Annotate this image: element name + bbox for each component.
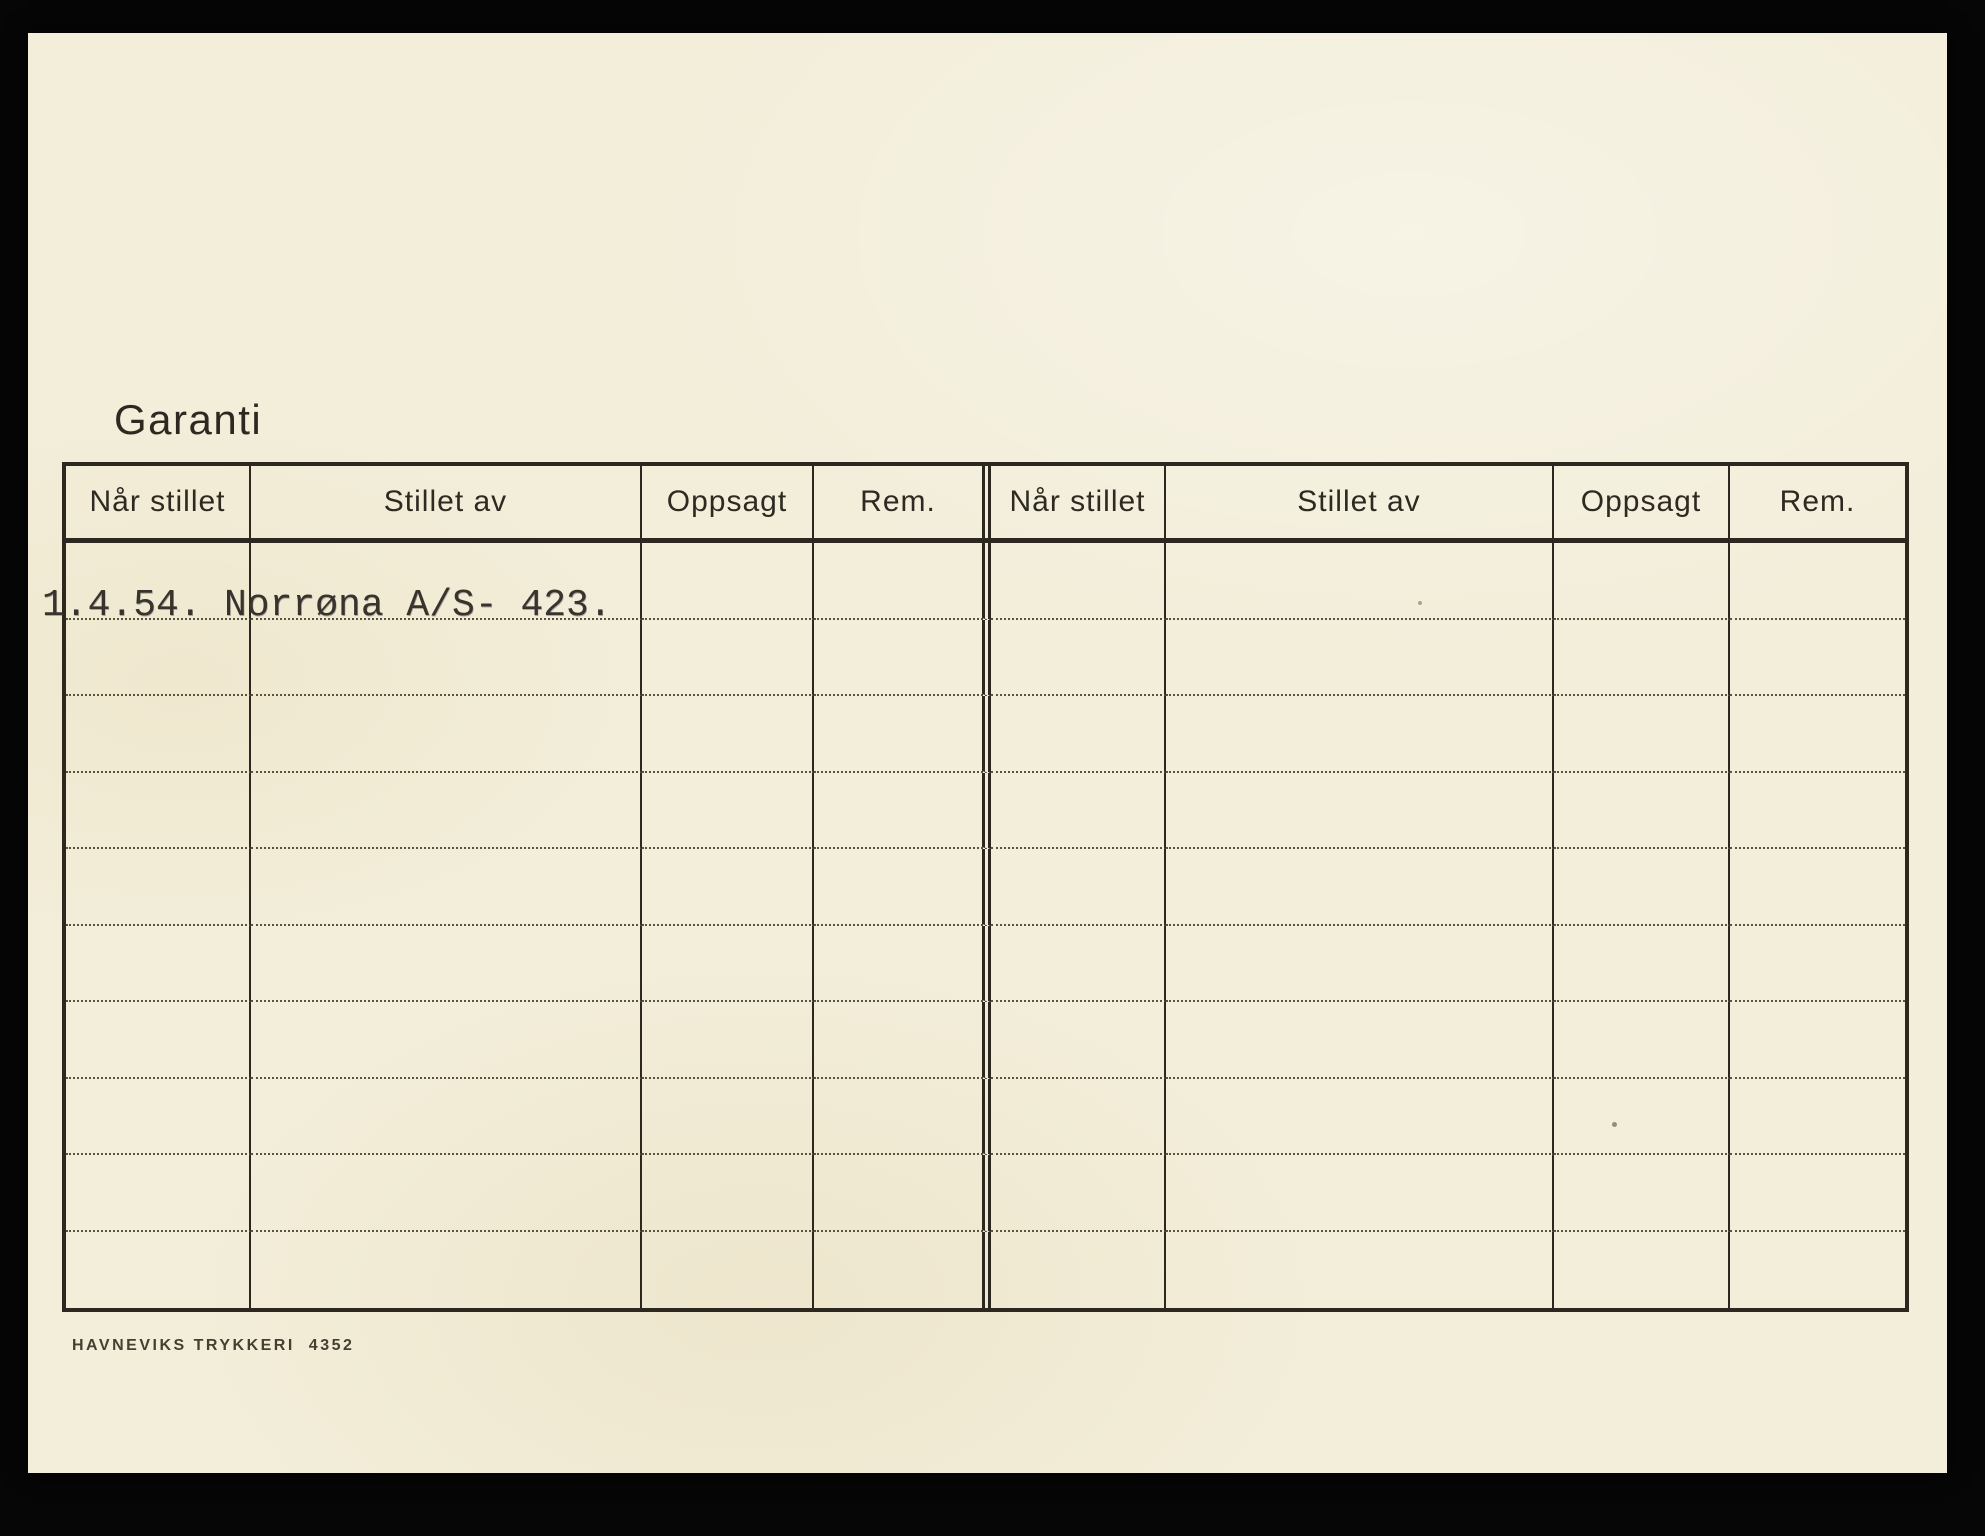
table-body — [66, 543, 1905, 1308]
table-row — [66, 1079, 1905, 1156]
table-cell — [814, 543, 991, 620]
table-cell — [66, 620, 251, 697]
table-cell — [642, 620, 814, 697]
table-cell — [251, 773, 642, 850]
table-cell — [642, 849, 814, 926]
table-cell — [251, 543, 642, 620]
table-cell — [66, 1232, 251, 1309]
table-cell — [66, 849, 251, 926]
table-cell — [814, 773, 991, 850]
table-cell — [1166, 1232, 1554, 1309]
table-cell — [251, 1079, 642, 1156]
table-cell — [251, 620, 642, 697]
table-cell — [251, 926, 642, 1003]
table-cell — [251, 1155, 642, 1232]
table-row — [66, 926, 1905, 1003]
table-cell — [642, 1079, 814, 1156]
table-cell — [66, 696, 251, 773]
table-cell — [814, 1002, 991, 1079]
table-cell — [814, 1155, 991, 1232]
column-header-stillet-av-left: Stillet av — [251, 466, 642, 538]
table-cell — [991, 1155, 1166, 1232]
table-cell — [1554, 1079, 1730, 1156]
entry-stillet-av: Norrøna A/S- 423. — [224, 584, 612, 627]
table-cell — [991, 926, 1166, 1003]
paper-speck — [1418, 601, 1422, 605]
table-cell — [642, 1232, 814, 1309]
table-cell — [1554, 1002, 1730, 1079]
table-cell — [991, 543, 1166, 620]
table-cell — [1554, 543, 1730, 620]
entry-nar-stillet: 1.4.54. — [42, 584, 202, 627]
table-row — [66, 849, 1905, 926]
column-header-stillet-av-right: Stillet av — [1166, 466, 1554, 538]
table-cell — [1554, 773, 1730, 850]
column-header-nar-stillet-left: Når stillet — [66, 466, 251, 538]
table-cell — [814, 849, 991, 926]
table-cell — [1554, 696, 1730, 773]
table-cell — [642, 543, 814, 620]
column-header-rem-left: Rem. — [814, 466, 991, 538]
table-cell — [66, 1155, 251, 1232]
printer-number: 4352 — [308, 1337, 355, 1354]
table-cell — [1166, 1155, 1554, 1232]
table-cell — [1554, 620, 1730, 697]
table-cell — [1730, 543, 1905, 620]
table-cell — [1166, 773, 1554, 850]
table-row — [66, 1155, 1905, 1232]
table-cell — [1730, 620, 1905, 697]
table-cell — [1730, 1079, 1905, 1156]
table-row — [66, 1232, 1905, 1309]
table-cell — [66, 1002, 251, 1079]
table-cell — [642, 696, 814, 773]
table-cell — [991, 849, 1166, 926]
column-header-oppsagt-right: Oppsagt — [1554, 466, 1730, 538]
table-cell — [814, 1079, 991, 1156]
table-cell — [1166, 543, 1554, 620]
table-row — [66, 773, 1905, 850]
table-cell — [1166, 696, 1554, 773]
column-header-nar-stillet-right: Når stillet — [991, 466, 1166, 538]
table-cell — [991, 1232, 1166, 1309]
table-cell — [66, 773, 251, 850]
table-cell — [1554, 926, 1730, 1003]
table-cell — [814, 926, 991, 1003]
table-cell — [1166, 926, 1554, 1003]
table-cell — [66, 926, 251, 1003]
table-cell — [991, 1079, 1166, 1156]
table-row — [66, 696, 1905, 773]
printer-name: HAVNEVIKS TRYKKERI — [72, 1337, 295, 1354]
page-title: Garanti — [114, 396, 263, 443]
table-cell — [814, 696, 991, 773]
table-cell — [1730, 1155, 1905, 1232]
table-cell — [1730, 926, 1905, 1003]
table-cell — [1554, 849, 1730, 926]
table-cell — [1166, 1002, 1554, 1079]
table-cell — [66, 543, 251, 620]
table-cell — [642, 1002, 814, 1079]
table-cell — [251, 1002, 642, 1079]
table-cell — [1554, 1232, 1730, 1309]
table-cell — [814, 1232, 991, 1309]
table-cell — [991, 620, 1166, 697]
table-cell — [991, 1002, 1166, 1079]
table-cell — [1166, 1079, 1554, 1156]
table-cell — [642, 1155, 814, 1232]
table-cell — [1730, 773, 1905, 850]
garanti-table — [62, 462, 1909, 1312]
document-card — [28, 33, 1947, 1473]
table-cell — [642, 773, 814, 850]
table-cell — [1730, 1232, 1905, 1309]
column-header-oppsagt-left: Oppsagt — [642, 466, 814, 538]
table-cell — [251, 1232, 642, 1309]
table-cell — [251, 849, 642, 926]
table-cell — [814, 620, 991, 697]
table-cell — [251, 696, 642, 773]
table-cell — [1166, 849, 1554, 926]
table-row — [66, 543, 1905, 620]
table-cell — [1554, 1155, 1730, 1232]
table-cell — [1166, 620, 1554, 697]
table-header-row — [66, 466, 1905, 543]
table-cell — [991, 773, 1166, 850]
column-header-rem-right: Rem. — [1779, 485, 1856, 518]
table-row — [66, 1002, 1905, 1079]
table-cell — [1730, 696, 1905, 773]
table-cell — [1730, 849, 1905, 926]
table-row — [66, 620, 1905, 697]
table-cell — [66, 1079, 251, 1156]
table-cell — [991, 696, 1166, 773]
table-cell — [1730, 1002, 1905, 1079]
printer-imprint — [72, 1337, 354, 1355]
table-cell — [642, 926, 814, 1003]
paper-speck — [1612, 1122, 1617, 1127]
